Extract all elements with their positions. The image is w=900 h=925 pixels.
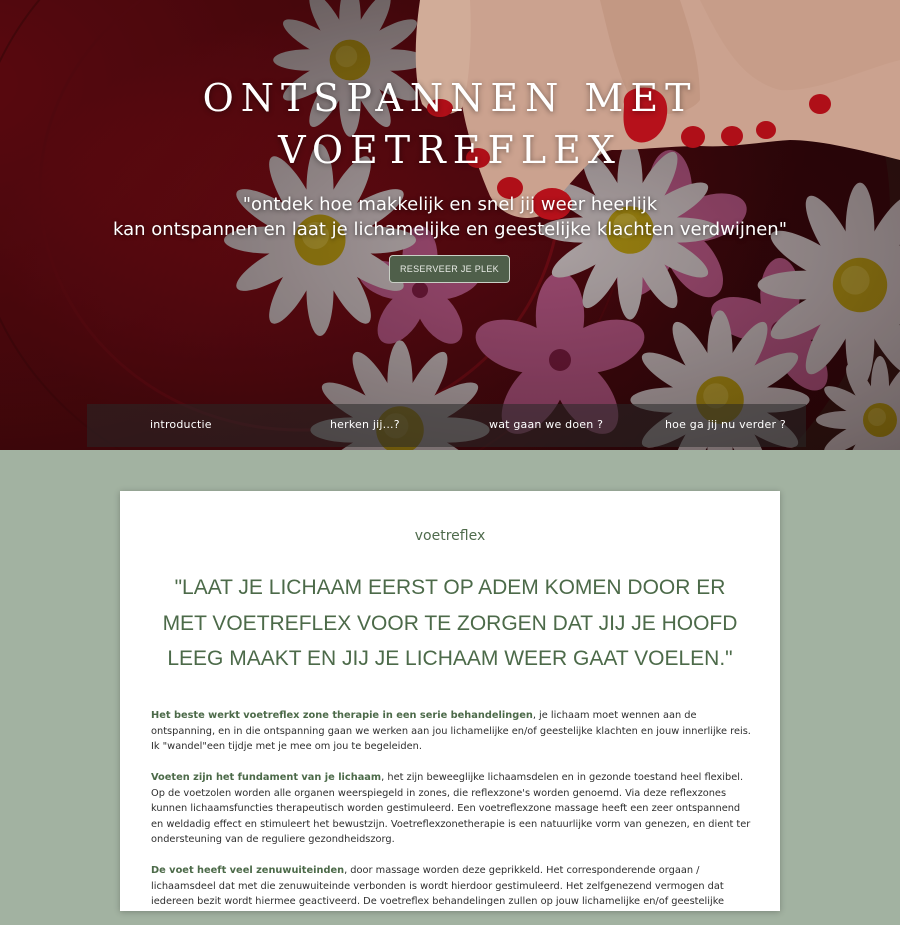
section-nav-bar [87, 404, 806, 447]
hero-title [0, 72, 900, 176]
paragraph-2-lead: Voeten zijn het fundament van je lichaam [151, 772, 382, 783]
nav-item-introductie[interactable]: introductie [150, 418, 212, 431]
hero-subtitle-line-2: kan ontspannen en laat je lichamelijke en geestelijke klachten verdwijnen" [113, 219, 787, 240]
section-quote: "LAAT JE LICHAAM EERST OP ADEM KOMEN DOOR ER MET VOETREFLEX VOOR TE ZORGEN DAT JIJ JE HOOFD LEEG MAAKT EN JIJ JE LICHAAM WEER GAAT VOELEN." [162, 576, 738, 670]
hero-title-line-1: ONTSPANNEN MET [202, 76, 698, 120]
paragraph-3-lead: De voet heeft veel zenuwuiteinden [151, 865, 345, 876]
hero-title-line-2: VOETREFLEX [278, 128, 622, 172]
paragraph-3 [151, 863, 753, 910]
paragraph-1-text: , je lichaam moet wennen aan de ontspanning, en in die ontspanning gaan we werken aan jou lichamelijke en/of geestelijke klachten en jouw innerlijke reis. Ik "wandel"een tijdje met je mee om jou te begeleiden. [151, 710, 751, 752]
section-body [151, 708, 753, 925]
paragraph-2-text: , het zijn beweeglijke lichaamsdelen en in gezonde toestand heel flexibel. Op de voetzolen worden alle organen weerspiegeld in zones, die reflexzone's worden genoemd. Via deze reflexzones kunnen lichaamsfuncties therapeutisch worden gestimuleerd. Een voetreflexzone massage heeft een zeer ontspannend en weldadig effect en stimuleert het bewustzijn. Voetreflexzonetherapie is een natuurlijke vorm van genezen, en dient ter ondersteuning van de reguliere gezondheidszorg. [151, 772, 751, 845]
nav-item-hoe-ga-jij-verder[interactable]: hoe ga jij nu verder ? [665, 418, 786, 431]
paragraph-1-lead: Het beste werkt voetreflex zone therapie in een serie behandelingen [151, 710, 533, 721]
hero-banner [0, 0, 900, 450]
reserve-spot-button[interactable]: RESERVEER JE PLEK [389, 255, 510, 283]
paragraph-1 [151, 708, 753, 755]
hero-subtitle-line-1: "ontdek hoe makkelijk en snel jij weer heerlijk [242, 194, 658, 215]
content-card [120, 491, 780, 911]
paragraph-3-text: , door massage worden deze geprikkeld. Het corresponderende orgaan / lichaamsdeel dat met die zenuwuiteinde verbonden is wordt hierdoor gestimuleerd. Het zelfgenezend vermogen dat iedereen bezit wordt hiermee geactiveerd. De voetreflex behandelingen zullen op jouw lichamelijke en/of geestelijke [151, 865, 725, 907]
hero-subtitle [0, 192, 900, 242]
nav-item-wat-gaan-we-doen[interactable]: wat gaan we doen ? [489, 418, 604, 431]
nav-item-herken-jij[interactable]: herken jij...? [330, 418, 400, 431]
section-eyebrow: voetreflex [414, 528, 486, 544]
paragraph-2 [151, 770, 753, 848]
